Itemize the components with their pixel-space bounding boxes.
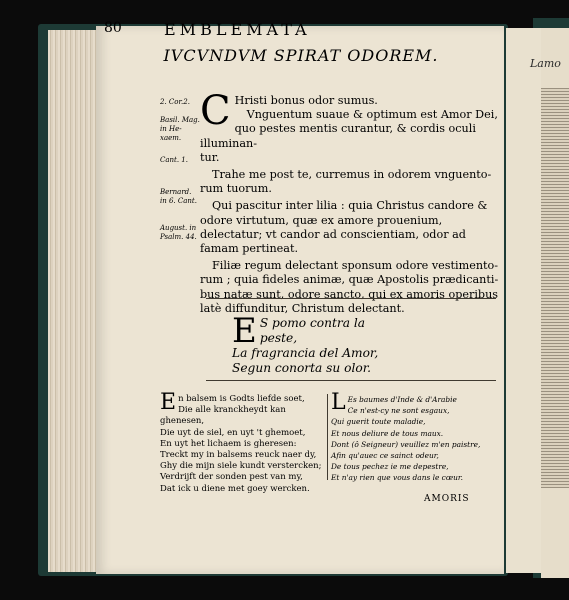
latin-paragraph-4: Filiæ regum delectant sponsum odore vestimento-rum ; quia fideles animæ, quæ Apostolis prædicanti-bus natæ sunt, odore sancto, qui ex amoris operibus latè diffunditur, Christum delectant. bbox=[200, 259, 499, 315]
latin-paragraph-3: Qui pascitur inter lilia : quia Christus candore & odore virtutum, quæ ex amore prouenium, delectatur; vt candor ad conscientiam, odor ad famam pertineat. bbox=[200, 199, 488, 256]
verse-line: De tous pechez ie me depestre, bbox=[331, 462, 449, 472]
margin-note: Cant. 1. bbox=[160, 156, 188, 164]
latin-text bbox=[200, 88, 500, 316]
verse-line: Segun conorta su olor. bbox=[232, 361, 372, 375]
latin-paragraph-1 bbox=[200, 88, 500, 165]
verse-line: n balsem is Godts liefde soet, bbox=[178, 394, 305, 404]
divider-rule bbox=[206, 298, 496, 299]
latin-line: Vnguentum suaue & optimum est Amor Dei, bbox=[246, 108, 498, 122]
verse-line: Et nous deliure de tous maux. bbox=[331, 428, 444, 438]
french-verse bbox=[331, 390, 497, 484]
verse-line: S pomo contra la peste, bbox=[259, 316, 365, 345]
verse-line: Es baumes d'Inde & d'Arabie bbox=[347, 395, 457, 404]
verse-line: Die uyt de siel, en uyt 't ghemoet, bbox=[160, 427, 306, 438]
divider-rule bbox=[206, 380, 496, 381]
drop-cap: L bbox=[331, 390, 346, 415]
verse-line: Qui guerit toute maladie, bbox=[331, 417, 426, 427]
margin-note: 2. Cor.2. bbox=[160, 98, 190, 106]
running-head: EMBLEMATA bbox=[164, 20, 311, 39]
page-number: 80 bbox=[104, 20, 122, 36]
verse-line: Verdrijft der sonden pest van my, bbox=[160, 472, 303, 483]
verse-line: En uyt het lichaem is gheresen: bbox=[160, 438, 297, 449]
column-divider bbox=[327, 394, 328, 480]
drop-cap: E bbox=[232, 311, 257, 351]
verse-line: Dont (ô Seigneur) veuillez m'en paistre, bbox=[331, 439, 481, 449]
emblem-title: IVCVNDVM SPIRAT ODOREM. bbox=[163, 46, 439, 65]
drop-cap: E bbox=[160, 390, 177, 415]
verse-line: Dat ick u diene met goey wercken. bbox=[160, 483, 310, 494]
spanish-verse bbox=[232, 311, 379, 376]
latin-paragraph-2: Trahe me post te, curremus in odorem vnguento-rum tuorum. bbox=[200, 168, 492, 196]
dutch-verse bbox=[160, 390, 328, 495]
catchword: AMORIS bbox=[424, 494, 470, 504]
drop-cap: C bbox=[200, 88, 231, 134]
page-edges bbox=[48, 30, 100, 572]
verse-line: Et n'ay rien que vous dans le cœur. bbox=[331, 473, 463, 483]
verse-line: Ce n'est-cy ne sont esgaux, bbox=[347, 406, 450, 416]
verse-line: Ghy die mijn siele kundt verstercken; bbox=[160, 461, 322, 472]
verse-line: Treckt my in balsems reuck naer dy, bbox=[160, 450, 317, 461]
verse-line: La fragrancia del Amor, bbox=[232, 346, 379, 360]
latin-line: tur. bbox=[200, 150, 220, 164]
latin-line: Hristi bonus odor sumus. bbox=[234, 94, 378, 107]
margin-note: Bernard. in 6. Cant. bbox=[160, 188, 197, 205]
margin-note: Basil. Mag. in He- xaem. bbox=[160, 116, 200, 142]
verse-line: Die alle kranckheydt kan ghenesen, bbox=[160, 405, 286, 427]
facing-page-head: Lamo bbox=[530, 57, 561, 70]
verse-line: Afin qu'auec ce sainct odeur, bbox=[331, 451, 439, 461]
facing-engraving bbox=[541, 88, 569, 488]
latin-line: quo pestes mentis curantur, & cordis oculi illuminan- bbox=[200, 122, 476, 150]
margin-note: August. in Psalm. 44. bbox=[160, 224, 197, 241]
